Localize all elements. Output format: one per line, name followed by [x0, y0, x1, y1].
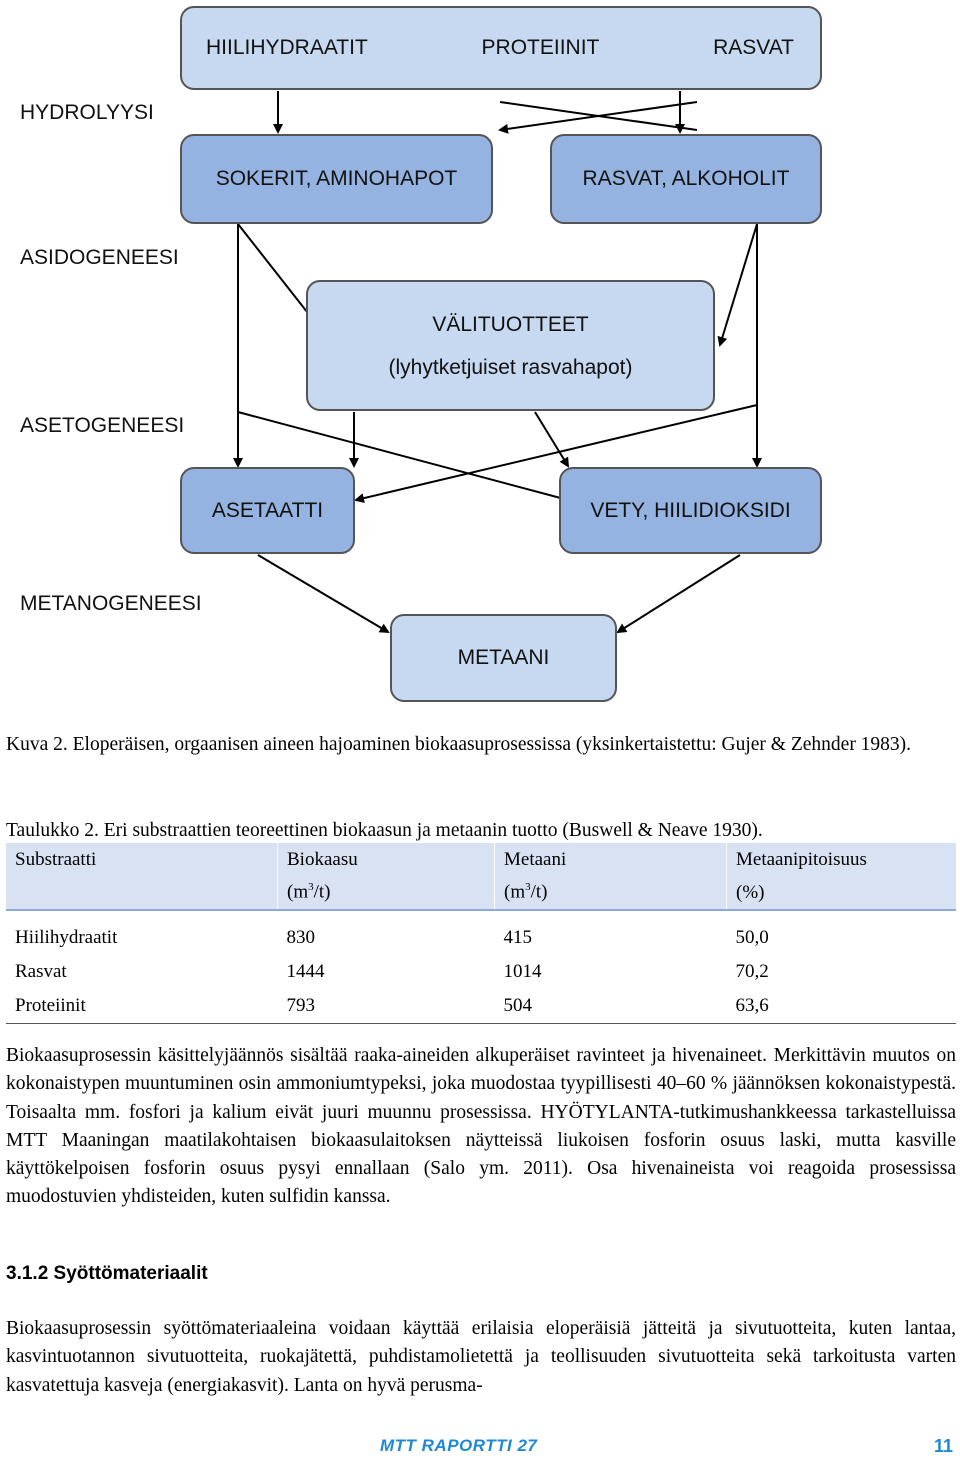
- unit-empty: [6, 876, 278, 910]
- intermediates-subtitle: (lyhytketjuiset rasvahapot): [388, 355, 633, 379]
- unit-methane: $(m^3/t)$: [495, 876, 727, 910]
- cell-methane-content: 63,6: [727, 989, 957, 1024]
- substrates-box: [180, 6, 822, 90]
- cell-methane: 504: [495, 989, 727, 1024]
- cell-biogas: 793: [278, 989, 495, 1024]
- figure-caption: Kuva 2. Eloperäisen, orgaanisen aineen hajoaminen biokaasuprosessissa (yksinkertaistettu: Gujer & Zehnder 1983).: [6, 734, 912, 755]
- methane-box: METAANI: [390, 614, 617, 702]
- unit-percent: (%): [727, 876, 957, 910]
- arrow-acetate-to-methane: [258, 555, 388, 632]
- section-heading: 3.1.2 Syöttömateriaalit: [6, 1263, 208, 1284]
- cell-methane-content: 70,2: [735, 961, 769, 982]
- header-biogas: Biokaasu: [278, 843, 495, 876]
- intermediates-box: [306, 280, 715, 411]
- carbohydrates-label: HIILIHYDRAATIT: [206, 36, 368, 59]
- cell-biogas: 1444: [286, 961, 325, 982]
- table-header-row: [6, 843, 956, 876]
- sugars-box: SOKERIT, AMINOHAPOT: [180, 134, 493, 224]
- table-row: [6, 910, 956, 955]
- intermediates-title: VÄLITUOTTEET: [432, 312, 589, 336]
- page-number: 11: [934, 1436, 954, 1456]
- table-row: [6, 955, 956, 989]
- header-methane-content: Metaanipitoisuus: [727, 843, 957, 876]
- fats-label: RASVAT: [713, 36, 794, 59]
- cell-biogas: 830: [286, 927, 315, 948]
- table-row: [6, 989, 956, 1024]
- header-substrate: Substraatti: [6, 843, 278, 876]
- stage-acidogenesis: ASIDOGENEESI: [20, 246, 179, 269]
- footer-report-title: MTT RAPORTTI 27: [380, 1436, 538, 1455]
- cell-methane-content: 50,0: [735, 927, 769, 948]
- cell-substrate: Rasvat: [15, 961, 67, 982]
- cell-substrate: Hiilihydraatit: [15, 927, 118, 948]
- arrow-intermediates-to-hydrogen: [535, 412, 568, 466]
- cell-methane: 1014: [503, 961, 542, 982]
- paragraph-digestate: Biokaasuprosessin käsittelyjäännös sisältää raaka-aineiden alkuperäiset ravinteet ja hivenaineet. Merkittävin muutos on kokonaistypen muuntuminen osin ammoniumtypeksi, joka muodostaa tyypillisesti 40–60 % jäännöksen kokonaistypestä. Toisaalta mm. fosfori ja kalium eivät juuri muunnu prosessissa. HYÖTYLANTA-tutkimushankkeessa tarkastelluissa MTT Maaningan maatilakohtaisen biokaasulaitoksen näytteissä liukoisen fosforin osuus laski, mutta kasville käyttökelpoisen fosforin osuus pysyi ennallaan (Salo ym. 2011). Osa hivenaineista voi reagoida prosessissa muodostuvien yhdisteiden, kuten sulfidin kanssa.: [6, 1045, 956, 1208]
- table-units-row: [6, 876, 956, 910]
- unit-biogas: $(m^3/t)$: [278, 876, 495, 910]
- table-caption: Taulukko 2. Eri substraattien teoreettinen biokaasun ja metaanin tuotto (Buswell & Neave 1930).: [6, 820, 763, 841]
- acetate-box: ASETAATTI: [180, 467, 355, 554]
- process-diagram: [0, 0, 960, 705]
- hydrogen-co2-box: VETY, HIILIDIOKSIDI: [559, 467, 822, 554]
- paragraph-feedstocks: Biokaasuprosessin syöttömateriaaleina voidaan käyttää erilaisia eloperäisiä jätteitä ja sivutuotteita, kuten lantaa, kasvintuotannon sivutuotteita, ruokajätettä, puhdistamolietettä ja teollisuuden sivutuotteita sekä tarkoitusta varten kasvatettuja kasveja (energiakasvit). Lanta on hyvä perusma-: [6, 1318, 956, 1396]
- cell-methane: 415: [503, 927, 532, 948]
- fats-alcohols-box: RASVAT, ALKOHOLIT: [550, 134, 822, 224]
- stage-methanogenesis: METANOGENEESI: [20, 592, 202, 615]
- stage-acetogenesis: ASETOGENEESI: [20, 414, 185, 437]
- proteins-label: PROTEIINIT: [481, 36, 600, 59]
- arrow-hydrogen-to-methane: [618, 555, 740, 632]
- stage-hydrolysis: HYDROLYYSI: [20, 101, 154, 124]
- biogas-yield-table: [6, 843, 956, 1024]
- cell-substrate: Proteiinit: [6, 989, 278, 1024]
- arrow-fats-to-intermediates: [720, 224, 757, 345]
- header-methane: Metaani: [495, 843, 727, 876]
